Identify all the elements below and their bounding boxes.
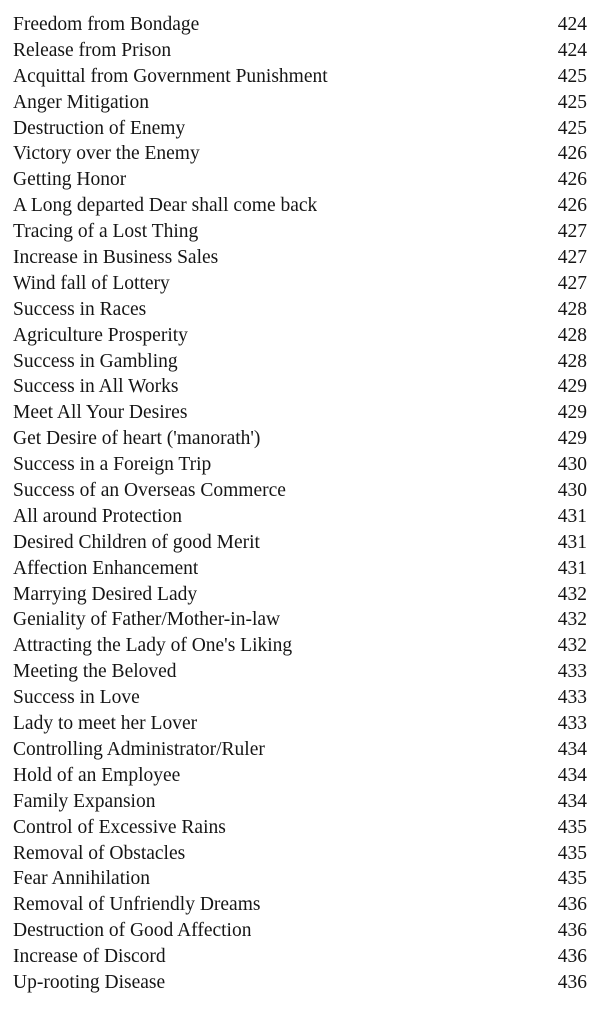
toc-entry <box>13 374 587 400</box>
toc-entry-title: Success in Gambling <box>13 350 178 372</box>
toc-entry <box>13 12 587 38</box>
toc-entry-title: Success in All Works <box>13 376 179 398</box>
toc-entry-page-number: 430 <box>557 480 587 502</box>
toc-entry <box>13 504 587 530</box>
toc-entry <box>13 400 587 426</box>
toc-entry-title: Increase of Discord <box>13 946 166 968</box>
toc-entry-title: Meet All Your Desires <box>13 402 188 424</box>
toc-entry-page-number: 429 <box>557 376 587 398</box>
toc-entry-title: Destruction of Enemy <box>13 117 186 139</box>
toc-entry-title: Success in Races <box>13 298 147 320</box>
toc-entry <box>13 815 587 841</box>
toc-entry-title: Getting Honor <box>13 169 127 191</box>
toc-entry-title: Removal of Unfriendly Dreams <box>13 894 261 916</box>
toc-entry-title: Removal of Obstacles <box>13 842 186 864</box>
toc-entry <box>13 763 587 789</box>
toc-entry <box>13 841 587 867</box>
toc-entry <box>13 685 587 711</box>
toc-entry-title: Meeting the Beloved <box>13 661 177 683</box>
toc-entry <box>13 789 587 815</box>
toc-entry-title: Destruction of Good Affection <box>13 920 252 942</box>
toc-entry <box>13 582 587 608</box>
toc-entry-page-number: 424 <box>557 39 587 61</box>
toc-entry-page-number: 428 <box>557 350 587 372</box>
toc-entry-page-number: 434 <box>557 738 587 760</box>
toc-entry <box>13 64 587 90</box>
toc-entry <box>13 607 587 633</box>
toc-entry <box>13 141 587 167</box>
toc-entry-title: A Long departed Dear shall come back <box>13 195 318 217</box>
toc-entry <box>13 530 587 556</box>
toc-entry <box>13 892 587 918</box>
toc-entry-title: Get Desire of heart ('manorath') <box>13 428 261 450</box>
toc-entry-title: Up-rooting Disease <box>13 971 166 993</box>
toc-entry-page-number: 431 <box>557 557 587 579</box>
toc-entry <box>13 297 587 323</box>
toc-entry-title: Increase in Business Sales <box>13 247 219 269</box>
toc-entry-title: Tracing of a Lost Thing <box>13 221 199 243</box>
toc-entry-title: Anger Mitigation <box>13 91 149 113</box>
toc-entry-page-number: 433 <box>557 687 587 709</box>
toc-entry <box>13 219 587 245</box>
toc-entry <box>13 918 587 944</box>
toc-entry-title: Wind fall of Lottery <box>13 272 170 294</box>
toc-entry-title: Success in Love <box>13 687 140 709</box>
toc-entry-title: Release from Prison <box>13 39 172 61</box>
toc-entry-title: Success in a Foreign Trip <box>13 454 212 476</box>
toc-entry-page-number: 431 <box>557 531 587 553</box>
toc-entry <box>13 866 587 892</box>
toc-entry-page-number: 426 <box>557 169 587 191</box>
toc-entry-page-number: 425 <box>557 117 587 139</box>
toc-entry-page-number: 435 <box>557 842 587 864</box>
toc-entry-page-number: 424 <box>557 14 587 35</box>
toc-entry-title: Victory over the Enemy <box>13 143 200 165</box>
toc-entry <box>13 737 587 763</box>
toc-entry-page-number: 428 <box>557 324 587 346</box>
toc-entry-title: All around Protection <box>13 505 182 527</box>
toc-entry-page-number: 436 <box>557 920 587 942</box>
toc-entry-page-number: 426 <box>557 143 587 165</box>
toc-entry-title: Agriculture Prosperity <box>13 324 188 346</box>
toc-entry <box>13 659 587 685</box>
toc-entry-page-number: 429 <box>557 402 587 424</box>
toc-entry-title: Freedom from Bondage <box>13 14 200 35</box>
toc-entry-page-number: 433 <box>557 713 587 735</box>
toc-entry-page-number: 434 <box>557 764 587 786</box>
toc-entry <box>13 970 587 996</box>
toc-entry <box>13 90 587 116</box>
toc-entry-page-number: 436 <box>557 946 587 968</box>
toc-entry-title: Success of an Overseas Commerce <box>13 480 286 502</box>
toc-entry <box>13 193 587 219</box>
toc-entry <box>13 556 587 582</box>
toc-entry-page-number: 432 <box>557 583 587 605</box>
toc-entry-page-number: 432 <box>557 609 587 631</box>
toc-entry <box>13 245 587 271</box>
toc-entry-page-number: 428 <box>557 298 587 320</box>
toc-entry-title: Control of Excessive Rains <box>13 816 226 838</box>
toc-entry-title: Desired Children of good Merit <box>13 531 260 553</box>
toc-entry-page-number: 433 <box>557 661 587 683</box>
toc-entry-title: Fear Annihilation <box>13 868 151 890</box>
toc-entry <box>13 116 587 142</box>
toc-entry-page-number: 435 <box>557 868 587 890</box>
toc-entry <box>13 711 587 737</box>
toc-entry-page-number: 425 <box>557 65 587 87</box>
toc-entry-page-number: 425 <box>557 91 587 113</box>
toc-entry <box>13 452 587 478</box>
toc-entry <box>13 633 587 659</box>
toc-entry-title: Controlling Administrator/Ruler <box>13 738 265 760</box>
toc-entry-page-number: 426 <box>557 195 587 217</box>
toc-entry-page-number: 436 <box>557 894 587 916</box>
toc-entry-title: Hold of an Employee <box>13 764 181 786</box>
toc-entry-title: Geniality of Father/Mother-in-law <box>13 609 281 631</box>
table-of-contents <box>13 12 587 996</box>
toc-entry-page-number: 434 <box>557 790 587 812</box>
toc-entry <box>13 349 587 375</box>
toc-entry-title: Family Expansion <box>13 790 156 812</box>
toc-entry <box>13 944 587 970</box>
toc-entry-page-number: 427 <box>557 247 587 269</box>
toc-entry-page-number: 435 <box>557 816 587 838</box>
toc-entry <box>13 426 587 452</box>
toc-entry-title: Lady to meet her Lover <box>13 713 198 735</box>
toc-entry-page-number: 432 <box>557 635 587 657</box>
toc-entry-title: Acquittal from Government Punishment <box>13 65 328 87</box>
toc-entry <box>13 323 587 349</box>
toc-entry-title: Marrying Desired Lady <box>13 583 198 605</box>
toc-entry-page-number: 431 <box>557 505 587 527</box>
toc-entry-title: Affection Enhancement <box>13 557 199 579</box>
toc-entry <box>13 38 587 64</box>
toc-entry-page-number: 427 <box>557 221 587 243</box>
toc-entry-page-number: 430 <box>557 454 587 476</box>
toc-entry <box>13 478 587 504</box>
toc-entry-page-number: 436 <box>557 971 587 993</box>
toc-entry <box>13 271 587 297</box>
toc-entry-page-number: 429 <box>557 428 587 450</box>
toc-entry-title: Attracting the Lady of One's Liking <box>13 635 293 657</box>
toc-entry <box>13 167 587 193</box>
toc-entry-page-number: 427 <box>557 272 587 294</box>
